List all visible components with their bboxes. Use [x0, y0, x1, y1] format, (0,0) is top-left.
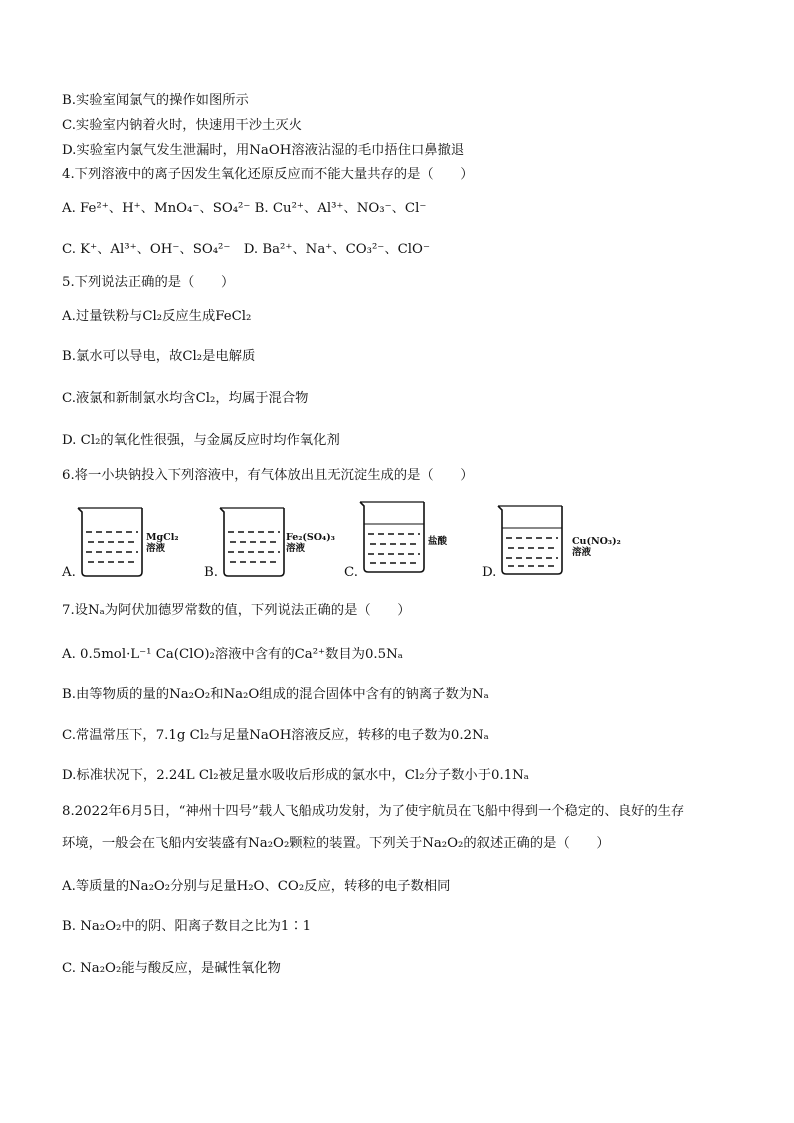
question-8-option-c: C. Na₂O₂能与酸反应，是碱性氧化物: [62, 961, 281, 976]
question-7-option-c: C.常温常压下，7.1g Cl₂与足量NaOH溶液反应，转移的电子数为0.2Nₐ: [62, 728, 489, 743]
option-text: B.实验室闻氯气的操作如图所示: [62, 93, 249, 108]
question-4: 4.下列溶液中的离子因发生氧化还原反应而不能大量共存的是（ ）: [62, 167, 474, 182]
question-7-option-d: D.标准状况下，2.24L Cl₂被足量水吸收后形成的氯水中，Cl₂分子数小于0.1Nₐ: [62, 768, 529, 783]
option-label: D.: [482, 565, 497, 580]
option-label: C.: [344, 565, 358, 580]
beaker-icon: [494, 500, 568, 578]
question-5-option-b: B.氯水可以导电，故Cl₂是电解质: [62, 349, 256, 364]
solution-label: 盐酸: [428, 536, 448, 547]
beaker-icon: [74, 500, 148, 578]
question-7-option-a: A. 0.5mol·L⁻¹ Ca(ClO)₂溶液中含有的Ca²⁺数目为0.5Nₐ: [62, 647, 403, 662]
option-label: A.: [62, 565, 76, 580]
question-8-option-b: B. Na₂O₂中的阴、阳离子数目之比为1∶1: [62, 919, 312, 934]
question-5-option-a: A.过量铁粉与Cl₂反应生成FeCl₂: [62, 309, 252, 324]
question-6: 6.将一小块钠投入下列溶液中，有气体放出且无沉淀生成的是（ ）: [62, 468, 474, 483]
option-text: C.实验室内钠着火时，快速用干沙土灭火: [62, 118, 302, 133]
question-8-option-a: A.等质量的Na₂O₂分别与足量H₂O、CO₂反应，转移的电子数相同: [62, 879, 451, 894]
solution-label: MgCl₂ 溶液: [146, 532, 179, 554]
beaker-figures: [62, 500, 702, 582]
question-5-option-d: D. Cl₂的氧化性很强，与金属反应时均作氧化剂: [62, 433, 340, 448]
question-7-option-b: B.由等物质的量的Na₂O₂和Na₂O组成的混合固体中含有的钠离子数为Nₐ: [62, 687, 489, 702]
question-8-cont: 环境，一般会在飞船内安装盛有Na₂O₂颗粒的装置。下列关于Na₂O₂的叙述正确的是（ ）: [62, 836, 610, 851]
question-5: 5.下列说法正确的是（ ）: [62, 275, 235, 290]
beaker-b: [204, 500, 336, 582]
solution-label: Cu(NO₃)₂ 溶液: [572, 536, 621, 558]
question-7: 7.设Nₐ为阿伏加德罗常数的值，下列说法正确的是（ ）: [62, 603, 411, 618]
beaker-a: [62, 500, 194, 582]
option-text: D.实验室内氯气发生泄漏时，用NaOH溶液沾湿的毛巾捂住口鼻撤退: [62, 143, 465, 158]
beaker-c: [344, 500, 476, 582]
question-5-option-c: C.液氯和新制氯水均含Cl₂，均属于混合物: [62, 391, 309, 406]
beaker-icon: [216, 500, 290, 578]
question-4-options-cd: C. K⁺、Al³⁺、OH⁻、SO₄²⁻ D. Ba²⁺、Na⁺、CO₃²⁻、ClO⁻: [62, 242, 430, 257]
solution-label: Fe₂(SO₄)₃ 溶液: [286, 532, 335, 554]
beaker-d: [482, 500, 621, 582]
question-8: 8.2022年6月5日，“神州十四号”载人飞船成功发射，为了使宇航员在飞船中得到一个稳定的、良好的生存: [62, 804, 685, 819]
beaker-icon: [356, 500, 430, 578]
question-4-options-ab: A. Fe²⁺、H⁺、MnO₄⁻、SO₄²⁻ B. Cu²⁺、Al³⁺、NO₃⁻、Cl⁻: [62, 201, 427, 216]
option-label: B.: [204, 565, 218, 580]
